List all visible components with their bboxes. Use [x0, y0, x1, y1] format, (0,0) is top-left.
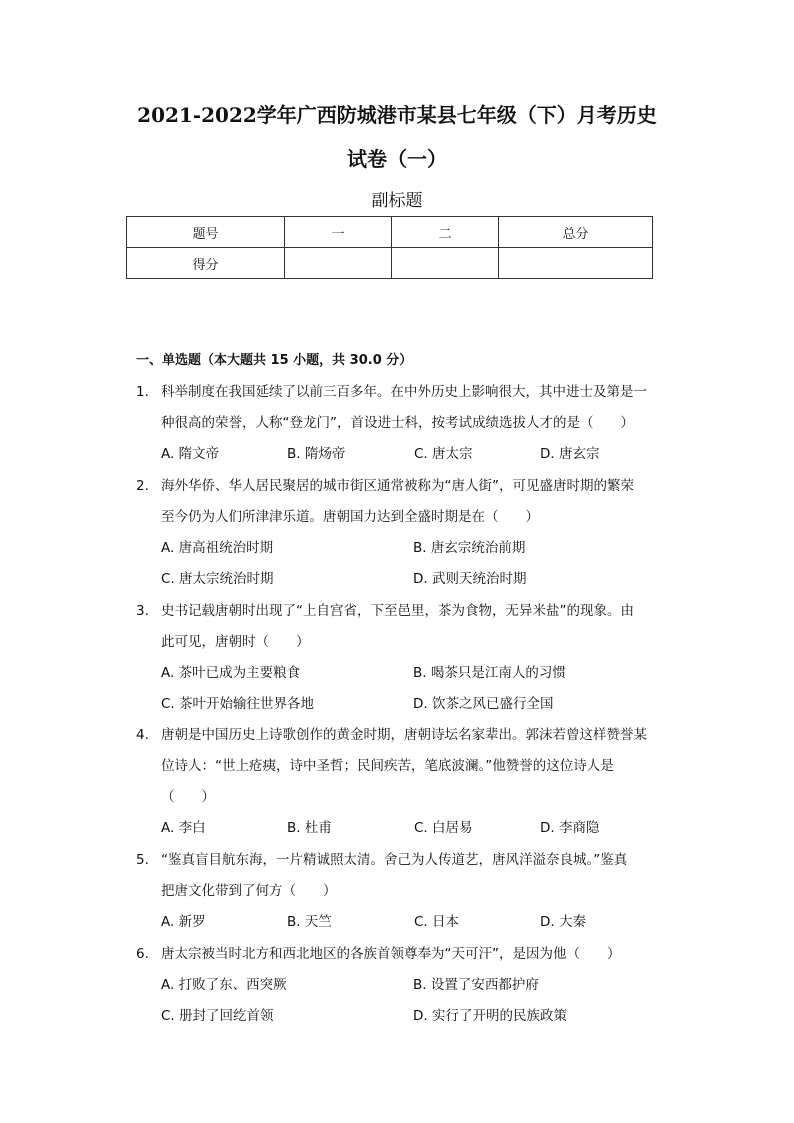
- answer-option[interactable]: A. 茶叶已成为主要粮食: [161, 665, 301, 681]
- answer-options: [161, 813, 691, 844]
- score-table: [126, 216, 653, 279]
- question-stem-line: 此可见，唐朝时（ ）: [161, 634, 310, 650]
- answer-options: [161, 907, 691, 938]
- section-heading: 一、单选题（本大题共 15 小题，共 30.0 分）: [136, 353, 413, 368]
- answer-option[interactable]: C. 唐太宗: [414, 446, 473, 462]
- answer-option[interactable]: D. 大秦: [540, 914, 586, 930]
- answer-option[interactable]: B. 隋炀帝: [287, 446, 346, 462]
- score-cell[interactable]: [285, 248, 392, 279]
- score-row-label: 得分: [127, 248, 285, 279]
- answer-option[interactable]: D. 实行了开明的民族政策: [413, 1008, 567, 1024]
- answer-option[interactable]: A. 新罗: [161, 914, 206, 930]
- document-title-line-2: 试卷（一）: [347, 147, 447, 171]
- question-item: [136, 377, 666, 470]
- question-number: 5.: [136, 852, 149, 868]
- score-table-header-row: [127, 217, 653, 248]
- question-number: 3.: [136, 603, 149, 619]
- answer-option[interactable]: D. 唐玄宗: [540, 446, 600, 462]
- question-stem-line: 位诗人：“世上疮痍，诗中圣哲；民间疾苦，笔底波澜。”他赞誉的这位诗人是: [161, 758, 614, 774]
- answer-option[interactable]: B. 唐玄宗统治前期: [413, 540, 526, 556]
- question-number: 6.: [136, 946, 149, 962]
- document-subtitle: 副标题: [371, 191, 423, 211]
- document-title-line-1: 2021-2022学年广西防城港市某县七年级（下）月考历史: [137, 103, 657, 127]
- answer-option[interactable]: B. 喝茶只是江南人的习惯: [413, 665, 566, 681]
- answer-option[interactable]: A. 隋文帝: [161, 446, 220, 462]
- question-item: [136, 845, 666, 938]
- answer-options: [161, 439, 691, 470]
- question-item: [136, 939, 666, 1032]
- score-header-cell: 二: [392, 217, 499, 248]
- answer-option[interactable]: D. 饮茶之风已盛行全国: [413, 696, 554, 712]
- question-number: 1.: [136, 384, 149, 400]
- answer-option[interactable]: C. 日本: [414, 914, 460, 930]
- score-header-cell: 一: [285, 217, 392, 248]
- question-stem-line: 科举制度在我国延续了以前三百多年。在中外历史上影响很大，其中进士及第是一: [161, 384, 647, 400]
- answer-option[interactable]: A. 打败了东、西突厥: [161, 977, 287, 993]
- answer-option[interactable]: C. 白居易: [414, 820, 473, 836]
- question-stem-line: 海外华侨、华人居民聚居的城市街区通常被称为“唐人街”，可见盛唐时期的繁荣: [161, 478, 634, 494]
- question-stem-line: 至今仍为人们所津津乐道。唐朝国力达到全盛时期是在（ ）: [161, 509, 539, 525]
- question-stem-line: （ ）: [161, 789, 215, 805]
- question-item: [136, 471, 666, 595]
- answer-option[interactable]: B. 杜甫: [287, 820, 332, 836]
- score-header-cell: 总分: [499, 217, 653, 248]
- score-cell[interactable]: [499, 248, 653, 279]
- question-number: 2.: [136, 478, 149, 494]
- question-stem-line: 把唐文化带到了何方（ ）: [161, 883, 337, 899]
- answer-option[interactable]: A. 唐高祖统治时期: [161, 540, 274, 556]
- question-stem-line: “鉴真盲目航东海，一片精诚照太清。舍己为人传道艺，唐风洋溢奈良城。”鉴真: [161, 852, 628, 868]
- answer-option[interactable]: B. 设置了安西都护府: [413, 977, 539, 993]
- question-number: 4.: [136, 727, 149, 743]
- answer-option[interactable]: C. 册封了回纥首领: [161, 1008, 274, 1024]
- answer-option[interactable]: D. 李商隐: [540, 820, 600, 836]
- answer-options: [161, 970, 691, 1032]
- question-stem-line: 种很高的荣誉，人称“登龙门”，首设进士科，按考试成绩选拔人才的是（ ）: [161, 415, 634, 431]
- score-table-score-row: [127, 248, 653, 279]
- question-item: [136, 720, 666, 844]
- answer-option[interactable]: D. 武则天统治时期: [413, 571, 527, 587]
- answer-option[interactable]: B. 天竺: [287, 914, 332, 930]
- score-cell[interactable]: [392, 248, 499, 279]
- answer-options: [161, 658, 691, 720]
- question-stem-line: 唐朝是中国历史上诗歌创作的黄金时期，唐朝诗坛名家辈出。郭沫若曾这样赞誉某: [161, 727, 647, 743]
- question-item: [136, 596, 666, 720]
- score-header-cell: 题号: [127, 217, 285, 248]
- answer-options: [161, 533, 691, 595]
- answer-option[interactable]: C. 唐太宗统治时期: [161, 571, 274, 587]
- question-stem-line: 唐太宗被当时北方和西北地区的各族首领尊奉为“天可汗”，是因为他（ ）: [161, 946, 621, 962]
- answer-option[interactable]: C. 茶叶开始输往世界各地: [161, 696, 315, 712]
- question-stem-line: 史书记载唐朝时出现了“上自宫省，下至邑里，茶为食物，无异米盐”的现象。由: [161, 603, 634, 619]
- answer-option[interactable]: A. 李白: [161, 820, 206, 836]
